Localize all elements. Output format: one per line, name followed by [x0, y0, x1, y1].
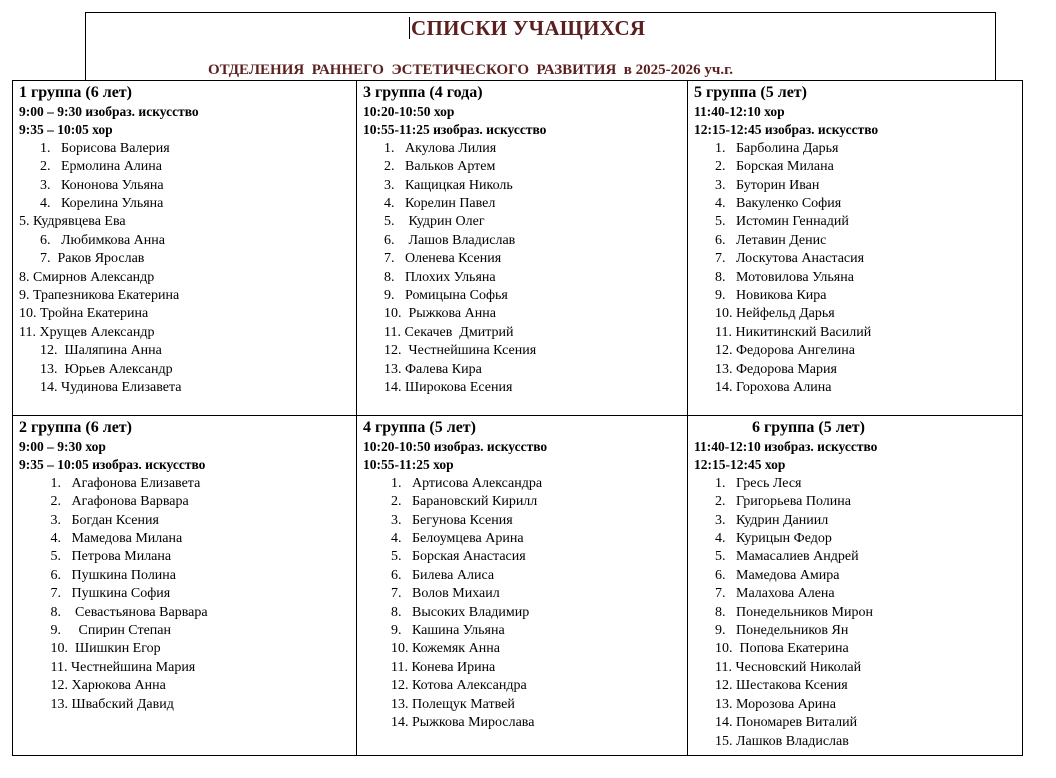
student-item: 3. Буторин Иван [694, 177, 820, 193]
student-item: 11. Чесновский Николай [694, 659, 862, 675]
student-item: 11. Хрущев Александр [19, 324, 155, 340]
group-cell-1 [13, 81, 357, 416]
student-item: 14. Рыжкова Мирослава [363, 715, 535, 731]
student-item: 9. Спирин Степан [19, 623, 171, 639]
student-item: 12. Федорова Ангелина [694, 343, 855, 359]
student-item: 2. Борская Милана [694, 159, 834, 175]
student-item: 3. Кудрин Даниил [694, 512, 829, 528]
group-cell-2 [13, 416, 357, 756]
schedule-line: 11:40-12:10 изобраз. искусство [694, 439, 878, 454]
student-item: 1. Гресь Леся [694, 475, 802, 491]
schedule-line: 10:20-10:50 хор [363, 104, 455, 119]
student-item: 4. Мамедова Милана [19, 531, 183, 547]
group-cell-5 [688, 81, 1023, 416]
student-item: 7. Пушкина София [19, 586, 171, 602]
groups-table [12, 80, 1023, 756]
student-item: 11. Секачев Дмитрий [363, 324, 514, 340]
schedule-line: 10:55-11:25 хор [363, 457, 454, 473]
student-item: 10. Шишкин Егор [19, 641, 161, 657]
student-item: 6. Любимкова Анна [19, 232, 165, 248]
student-item: 4. Корелин Павел [363, 196, 496, 212]
student-item: 5. Кудрин Олег [363, 214, 485, 230]
student-item: 6. Мамедова Амира [694, 567, 840, 583]
student-item: 7. Раков Ярослав [19, 251, 145, 267]
student-item: 8. Высоких Владимир [363, 604, 530, 620]
student-item: 7. Оленева Ксения [363, 251, 502, 267]
student-list [363, 475, 681, 733]
group-title: 3 группа (4 года) [363, 84, 483, 101]
student-item: 11. Конева Ирина [363, 659, 496, 675]
student-item: 13. Федорова Мария [694, 361, 837, 377]
student-item: 15. Лашков Владислав [694, 733, 849, 749]
group-cell-6 [688, 416, 1023, 756]
group-title: 2 группа (6 лет) [19, 419, 132, 436]
student-item: 9. Трапезникова Екатерина [19, 288, 180, 304]
schedule-line: 12:15-12:45 хор [694, 457, 786, 473]
schedule-line: 11:40-12:10 хор [694, 104, 785, 119]
schedule-line: 10:55-11:25 изобраз. искусство [363, 122, 547, 138]
student-item: 10. Нейфельд Дарья [694, 306, 835, 322]
student-item: 2. Барановский Кирилл [363, 494, 538, 510]
student-item: 7. Волов Михаил [363, 586, 500, 602]
student-item: 8. Плохих Ульяна [363, 269, 496, 285]
student-item: 10. Попова Екатерина [694, 641, 849, 657]
document-title: СПИСКИ УЧАЩИХСЯ [411, 16, 646, 40]
student-item: 14. Широкова Есения [363, 380, 513, 396]
student-item: 3. Бегунова Ксения [363, 512, 513, 528]
document-subtitle: ОТДЕЛЕНИЯ РАННЕГО ЭСТЕТИЧЕСКОГО РАЗВИТИЯ в 2025-2026 уч.г. [208, 62, 733, 78]
student-item: 9. Понедельников Ян [694, 623, 849, 639]
student-item: 1. Артисова Александра [363, 475, 543, 491]
student-item: 4. Белоумцева Арина [363, 531, 524, 547]
student-item: 6. Лашов Владислав [363, 232, 516, 248]
student-item: 1. Борисова Валерия [19, 140, 170, 156]
schedule-line: 10:20-10:50 изобраз. искусство [363, 439, 548, 454]
student-item: 10. Рыжкова Анна [363, 306, 496, 322]
student-item: 12. Шестакова Ксения [694, 678, 848, 694]
student-item: 5. Борская Анастасия [363, 549, 526, 565]
student-item: 10. Тройна Екатерина [19, 306, 149, 322]
student-item: 3. Кононова Ульяна [19, 177, 164, 193]
schedule-line: 9:00 – 9:30 изобраз. искусство [19, 104, 199, 119]
group-cell-4 [357, 416, 688, 756]
student-list [19, 475, 350, 714]
student-item: 7. Лоскутова Анастасия [694, 251, 865, 267]
student-item: 5. Мамасалиев Андрей [694, 549, 859, 565]
student-item: 7. Малахова Алена [694, 586, 835, 602]
student-item: 11. Честнейшина Мария [19, 659, 196, 675]
student-item: 5. Кудрявцева Ева [19, 214, 126, 230]
student-item: 14. Горохова Алина [694, 380, 832, 396]
student-item: 3. Кащицкая Николь [363, 177, 513, 193]
student-item: 6. Билева Алиса [363, 567, 495, 583]
student-item: 9. Кашина Ульяна [363, 623, 505, 639]
student-item: 2. Григорьева Полина [694, 494, 851, 510]
text-cursor [409, 17, 410, 39]
student-item: 2. Агафонова Варвара [19, 494, 189, 510]
student-item: 4. Корелина Ульяна [19, 196, 164, 212]
student-item: 9. Новикова Кира [694, 288, 827, 304]
student-list [363, 140, 681, 398]
student-item: 3. Богдан Ксения [19, 512, 159, 528]
student-item: 12. Шаляпина Анна [19, 343, 162, 359]
student-item: 13. Швабский Давид [19, 696, 174, 712]
student-item: 8. Понедельников Мирон [694, 604, 873, 620]
group-title: 4 группа (5 лет) [363, 419, 476, 436]
student-item: 11. Никитинский Василий [694, 324, 872, 340]
student-item: 2. Ермолина Алина [19, 159, 162, 175]
student-item: 8. Смирнов Александр [19, 269, 155, 285]
group-title: 6 группа (5 лет) [752, 419, 865, 436]
student-item: 12. Честнейшина Ксения [363, 343, 537, 359]
student-list [694, 475, 1016, 751]
student-item: 13. Юрьев Александр [19, 361, 173, 377]
student-item: 12. Харюкова Анна [19, 678, 166, 694]
student-item: 4. Вакуленко София [694, 196, 842, 212]
student-item: 14. Пономарев Виталий [694, 715, 858, 731]
schedule-line: 9:00 – 9:30 хор [19, 439, 106, 454]
student-item: 6. Летавин Денис [694, 232, 827, 248]
group-title: 1 группа (6 лет) [19, 84, 132, 101]
group-title: 5 группа (5 лет) [694, 84, 807, 101]
schedule-line: 9:35 – 10:05 хор [19, 122, 113, 138]
schedule-line: 9:35 – 10:05 изобраз. искусство [19, 457, 206, 473]
student-item: 13. Фалева Кира [363, 361, 482, 377]
student-item: 2. Вальков Артем [363, 159, 496, 175]
student-item: 13. Полещук Матвей [363, 696, 515, 712]
group-cell-3 [357, 81, 688, 416]
student-item: 5. Истомин Геннадий [694, 214, 849, 230]
student-item: 6. Пушкина Полина [19, 567, 177, 583]
student-item: 8. Мотовилова Ульяна [694, 269, 854, 285]
student-item: 10. Кожемяк Анна [363, 641, 500, 657]
student-item: 1. Акулова Лилия [363, 140, 497, 156]
student-item: 14. Чудинова Елизавета [19, 380, 182, 396]
student-item: 1. Агафонова Елизавета [19, 475, 201, 491]
student-item: 12. Котова Александра [363, 678, 527, 694]
student-item: 9. Ромицына Софья [363, 288, 508, 304]
student-item: 8. Севастьянова Варвара [19, 604, 208, 620]
student-item: 5. Петрова Милана [19, 549, 172, 565]
schedule-line: 12:15-12:45 изобраз. искусство [694, 122, 879, 138]
student-item: 13. Морозова Арина [694, 696, 836, 712]
student-list [694, 140, 1016, 398]
student-list [19, 140, 350, 398]
student-item: 1. Барболина Дарья [694, 140, 839, 156]
student-item: 4. Курицын Федор [694, 531, 832, 547]
